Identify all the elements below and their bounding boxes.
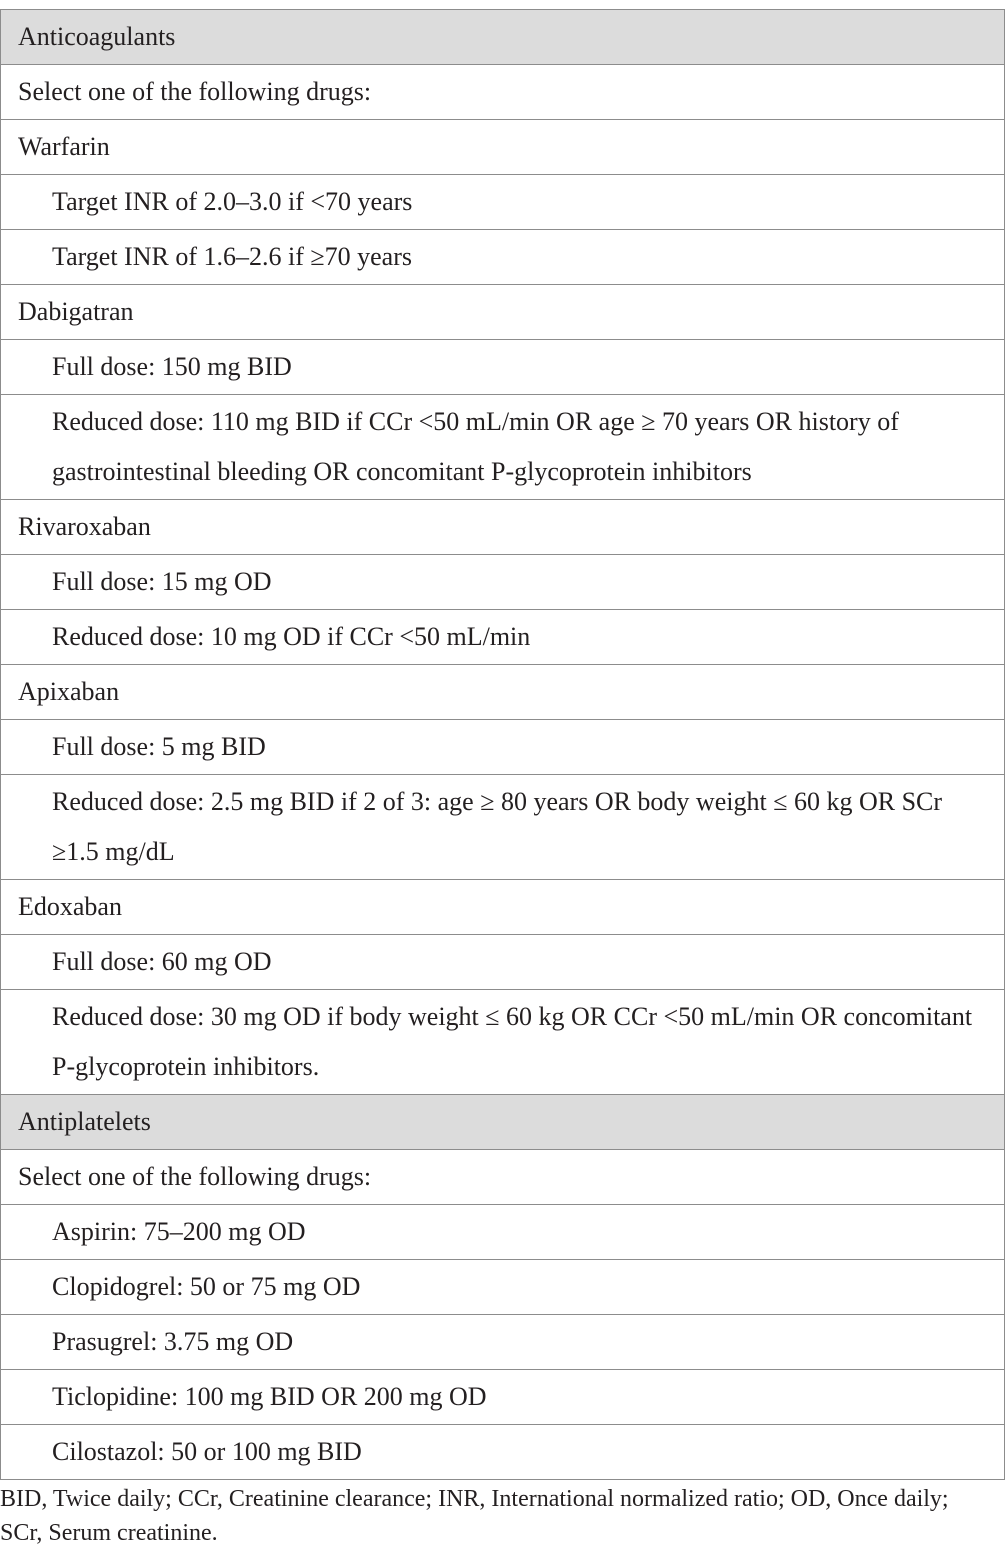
drug-name-row: Apixaban — [1, 665, 1005, 720]
dose-row: Prasugrel: 3.75 mg OD — [1, 1315, 1005, 1370]
drug-name-row: Edoxaban — [1, 880, 1005, 935]
dose-row: Reduced dose: 110 mg BID if CCr <50 mL/min OR age ≥ 70 years OR history of gastrointestinal bleeding OR concomitant P-glycoprotein inhibitors — [1, 395, 1005, 500]
dose-row: Reduced dose: 10 mg OD if CCr <50 mL/min — [1, 610, 1005, 665]
dose-row: Ticlopidine: 100 mg BID OR 200 mg OD — [1, 1370, 1005, 1425]
dose-row: Full dose: 5 mg BID — [1, 720, 1005, 775]
dose-row: Target INR of 2.0–3.0 if <70 years — [1, 175, 1005, 230]
drug-name-row: Rivaroxaban — [1, 500, 1005, 555]
dose-row: Cilostazol: 50 or 100 mg BID — [1, 1425, 1005, 1480]
drug-name-row: Warfarin — [1, 120, 1005, 175]
dose-row: Aspirin: 75–200 mg OD — [1, 1205, 1005, 1260]
drug-table — [0, 9, 1005, 1480]
drug-name-row: Dabigatran — [1, 285, 1005, 340]
dose-row: Reduced dose: 2.5 mg BID if 2 of 3: age ≥ 80 years OR body weight ≤ 60 kg OR SCr ≥1.5 mg/dL — [1, 775, 1005, 880]
section-header-antiplatelets: Antiplatelets — [1, 1095, 1005, 1150]
dose-row: Full dose: 15 mg OD — [1, 555, 1005, 610]
dose-row: Clopidogrel: 50 or 75 mg OD — [1, 1260, 1005, 1315]
dose-row: Full dose: 60 mg OD — [1, 935, 1005, 990]
table-row: Select one of the following drugs: — [1, 65, 1005, 120]
section-header-anticoagulants: Anticoagulants — [1, 10, 1005, 65]
table-footnote: BID, Twice daily; CCr, Creatinine clearance; INR, International normalized ratio; OD, Once daily; SCr, Serum creatinine. — [0, 1486, 949, 1546]
dose-row: Target INR of 1.6–2.6 if ≥70 years — [1, 230, 1005, 285]
dose-row: Reduced dose: 30 mg OD if body weight ≤ 60 kg OR CCr <50 mL/min OR concomitant P-glycoprotein inhibitors. — [1, 990, 1005, 1095]
table-row: Select one of the following drugs: — [1, 1150, 1005, 1205]
dose-row: Full dose: 150 mg BID — [1, 340, 1005, 395]
